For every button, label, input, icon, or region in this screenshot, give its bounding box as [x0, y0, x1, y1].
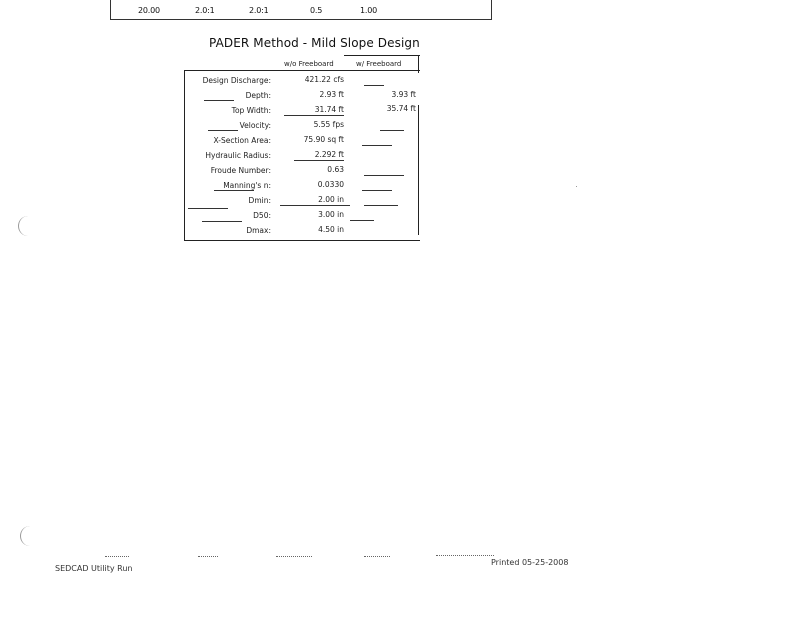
- row-label-hydraulic-radius: Hydraulic Radius:: [205, 151, 271, 160]
- scan-line: [350, 220, 374, 221]
- previous-table-row: [110, 0, 492, 20]
- scan-line: [362, 145, 392, 146]
- row-value-velocity: 5.55 fps: [313, 120, 344, 129]
- scan-line: [208, 130, 238, 131]
- row-value-dmax: 4.50 in: [318, 225, 344, 234]
- row-underline: [110, 19, 492, 20]
- scan-line: [214, 190, 254, 191]
- cell-right-slope: 2.0:1: [249, 6, 269, 15]
- scan-line: [280, 205, 350, 206]
- row-value-mannings-n: 0.0330: [317, 180, 344, 189]
- row-label-dmin: Dmin:: [248, 196, 271, 205]
- row-label-x-section-area: X-Section Area:: [213, 136, 271, 145]
- dotted-rule: [364, 556, 390, 558]
- table-border: [418, 105, 419, 235]
- scan-line: [364, 205, 398, 206]
- dotted-rule: [436, 555, 494, 557]
- cell-freeboard: 1.00: [360, 6, 378, 15]
- row-value-x-section-area: 75.90 sq ft: [303, 135, 344, 144]
- scan-line: [188, 208, 228, 209]
- row-label-top-width: Top Width:: [231, 106, 271, 115]
- scan-line: [364, 85, 384, 86]
- dotted-rule: [198, 556, 218, 558]
- dotted-rule: [276, 556, 312, 558]
- footer-print-date: Printed 05-25-2008: [491, 558, 569, 567]
- row-value-d50: 3.00 in: [318, 210, 344, 219]
- row-label-d50: D50:: [253, 211, 271, 220]
- row-value-dmin: 2.00 in: [318, 195, 344, 204]
- row-label-depth: Depth:: [245, 91, 271, 100]
- scan-line: [202, 221, 242, 222]
- row-value-hydraulic-radius: 2.292 ft: [314, 150, 344, 159]
- row-value2-depth: 3.93 ft: [391, 90, 416, 99]
- row-label-design-discharge: Design Discharge:: [202, 76, 271, 85]
- cell-left-slope: 2.0:1: [195, 6, 215, 15]
- table-border: [418, 55, 419, 73]
- scan-line: [204, 100, 234, 101]
- speck: [576, 186, 577, 187]
- row-label-velocity: Velocity:: [239, 121, 271, 130]
- table-border: [184, 71, 185, 241]
- row-value-froude-number: 0.63: [327, 165, 344, 174]
- row-label-dmax: Dmax:: [246, 226, 271, 235]
- table-border: [110, 0, 111, 20]
- footer-program-name: SEDCAD Utility Run: [55, 564, 133, 573]
- scan-line: [294, 160, 344, 161]
- row-value-depth: 2.93 ft: [319, 90, 344, 99]
- cell-bottom-width: 20.00: [138, 6, 160, 15]
- scan-line: [364, 175, 404, 176]
- col-header-with-freeboard: w/ Freeboard: [356, 60, 402, 68]
- row-label-mannings-n: Manning's n:: [223, 181, 271, 190]
- table-bottom-line: [184, 240, 420, 241]
- binder-hole-mark: [18, 216, 33, 236]
- binder-hole-mark: [20, 526, 35, 546]
- col-header-without-freeboard: w/o Freeboard: [284, 60, 334, 68]
- header-underline: [184, 70, 420, 71]
- scan-line: [362, 190, 392, 191]
- section-title: PADER Method - Mild Slope Design: [209, 36, 420, 50]
- row-label-froude-number: Froude Number:: [210, 166, 271, 175]
- design-table: [184, 55, 420, 241]
- row-value-design-discharge: 421.22 cfs: [304, 75, 344, 84]
- dotted-rule: [105, 556, 129, 558]
- scan-line: [284, 115, 344, 116]
- table-border: [491, 0, 492, 20]
- row-value2-top-width: 35.74 ft: [386, 104, 416, 113]
- scan-line: [380, 130, 404, 131]
- header-top-line: [344, 55, 420, 56]
- cell-slope: 0.5: [310, 6, 323, 15]
- row-value-top-width: 31.74 ft: [314, 105, 344, 114]
